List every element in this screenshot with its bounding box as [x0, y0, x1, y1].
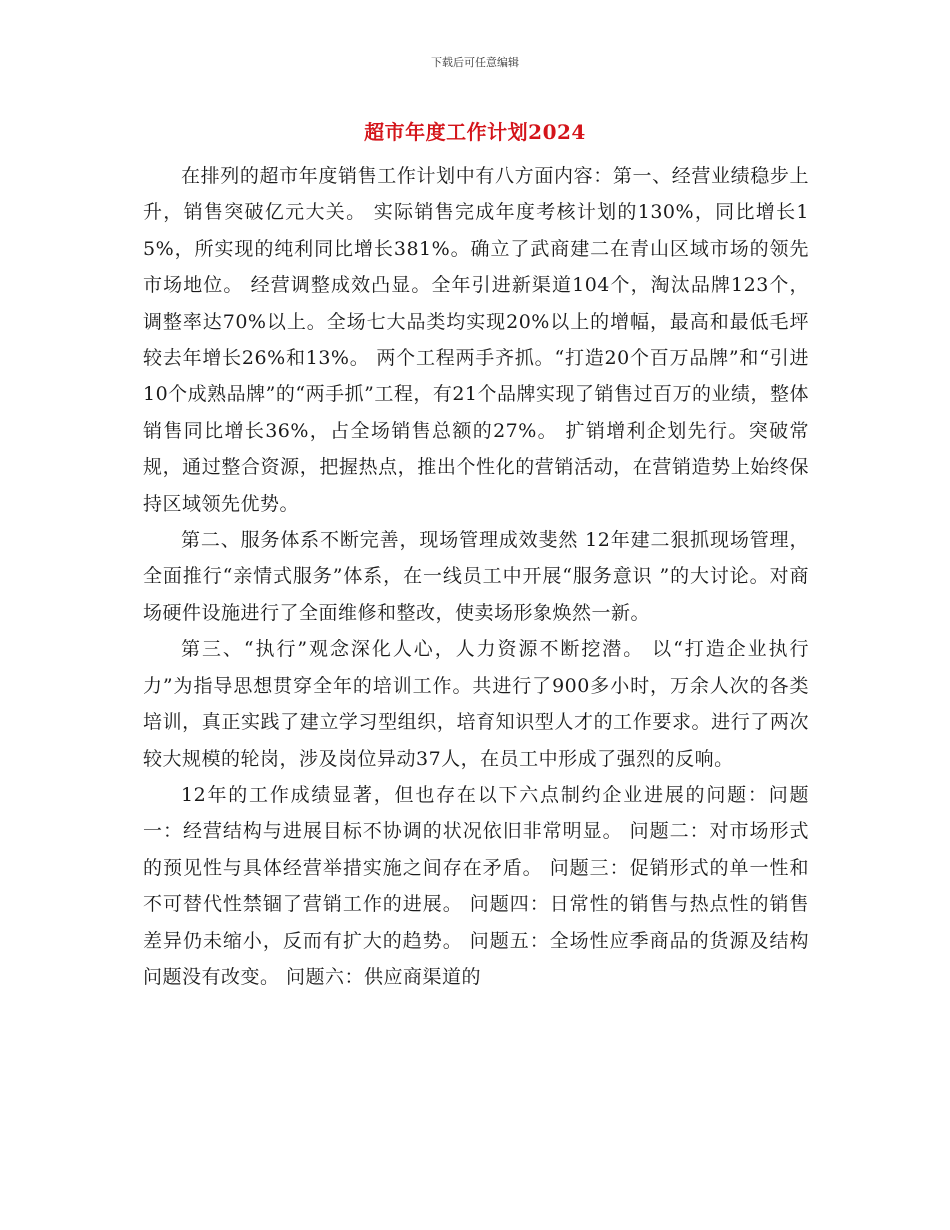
document-body — [143, 158, 809, 995]
paragraph-4: 12年的工作成绩显著，但也存在以下六点制约企业进展的问题：问题一：经营结构与进展目标不协调的状况依旧非常明显。 问题二：对市场形式的预见性与具体经营举措实施之间存在矛盾。 问题三：促销形式的单一性和不可替代性禁锢了营销工作的进展。 问题四：日常性的销售与热点性的销售差异仍未缩小，反而有扩大的趋势。 问题五：全场性应季商品的货源及结构问题没有改变。 问题六：供应商渠道的 — [143, 783, 809, 988]
page-header-note: 下载后可任意编辑 — [431, 56, 519, 69]
paragraph-3: 第三、“执行”观念深化人心，人力资源不断挖潜。 以“打造企业执行力”为指导思想贯穿全年的培训工作。共进行了900多小时，万余人次的各类培训，真正实践了建立学习型组织，培育知识型人才的工作要求。进行了两次较大规模的轮岗，涉及岗位异动37人，在员工中形成了强烈的反响。 — [143, 638, 809, 770]
paragraph-2: 第二、服务体系不断完善，现场管理成效斐然 12年建二狠抓现场管理，全面推行“亲情式服务”体系，在一线员工中开展“服务意识 ”的大讨论。对商场硬件设施进行了全面维修和整改，使卖场形象焕然一新。 — [143, 529, 809, 624]
document-title: 超市年度工作计划2024 — [364, 120, 586, 144]
paragraph-1: 在排列的超市年度销售工作计划中有八方面内容：第一、经营业绩稳步上升，销售突破亿元大关。 实际销售完成年度考核计划的130%，同比增长15%，所实现的纯利同比增长381%。确立了武商建二在青山区域市场的领先市场地位。 经营调整成效凸显。全年引进新渠道104个，淘汰品牌123个，调整率达70%以上。全场七大品类均实现20%以上的增幅，最高和最低毛坪较去年增长26%和13%。 两个工程两手齐抓。“打造20个百万品牌”和“引进10个成熟品牌”的“两手抓”工程，有21个品牌实现了销售过百万的业绩，整体销售同比增长36%，占全场销售总额的27%。 扩销增利企划先行。突破常规，通过整合资源，把握热点，推出个性化的营销活动，在营销造势上始终保持区域领先优势。 — [143, 165, 809, 515]
